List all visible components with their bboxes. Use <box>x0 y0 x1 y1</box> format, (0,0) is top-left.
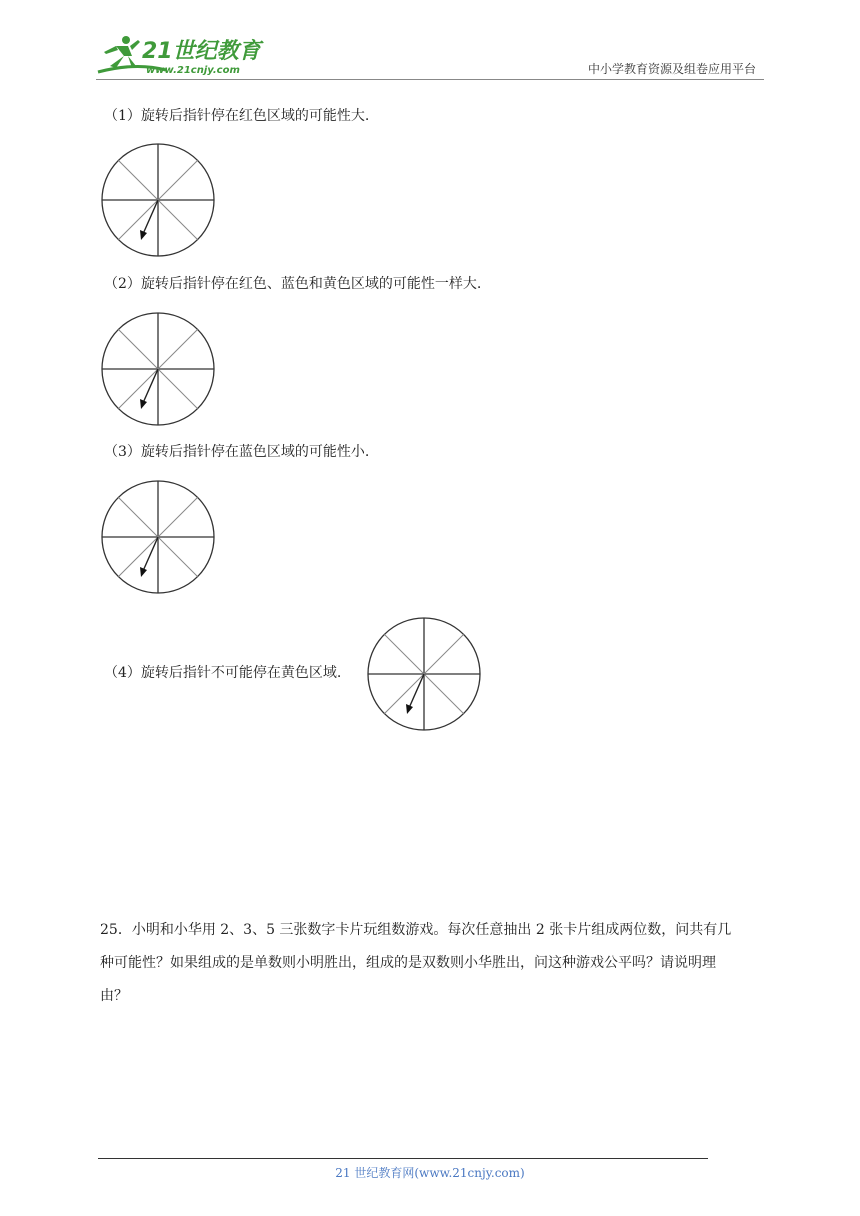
problem-25-line-1: 25．小明和小华用 2、3、5 三张数字卡片玩组数游戏。每次任意抽出 2 张卡片组成两位数，问共有几 <box>100 922 732 938</box>
spinner-2 <box>100 311 216 427</box>
spinner-3 <box>100 479 216 595</box>
logo-text: 21世纪教育 <box>142 39 261 64</box>
footer-text: 21 世纪教育网(www.21cnjy.com) <box>335 1166 525 1180</box>
pointer-arrow-icon <box>140 567 147 577</box>
question-1-label: （1）旋转后指针停在红色区域的可能性大. <box>104 108 370 124</box>
problem-25-line-3: 由？ <box>100 988 128 1004</box>
pointer-arrow-icon <box>406 704 413 714</box>
spinner-4 <box>366 616 482 732</box>
header-divider <box>96 79 764 80</box>
pointer-arrow-icon <box>140 399 147 409</box>
question-2-label: （2）旋转后指针停在红色、蓝色和黄色区域的可能性一样大. <box>104 276 482 292</box>
site-logo <box>96 32 266 80</box>
spinner-1 <box>100 142 216 258</box>
question-4-label: （4）旋转后指针不可能停在黄色区域. <box>104 665 342 681</box>
question-3-label: （3）旋转后指针停在蓝色区域的可能性小. <box>104 444 370 460</box>
problem-25 <box>100 914 760 1013</box>
header-platform-text: 中小学教育资源及组卷应用平台 <box>587 62 756 76</box>
pointer-arrow-icon <box>140 230 147 240</box>
logo-url: www.21cnjy.com <box>146 65 240 76</box>
footer-divider <box>98 1158 708 1159</box>
problem-25-line-2: 种可能性？如果组成的是单数则小明胜出，组成的是双数则小华胜出，问这种游戏公平吗？请说明理 <box>100 955 716 971</box>
